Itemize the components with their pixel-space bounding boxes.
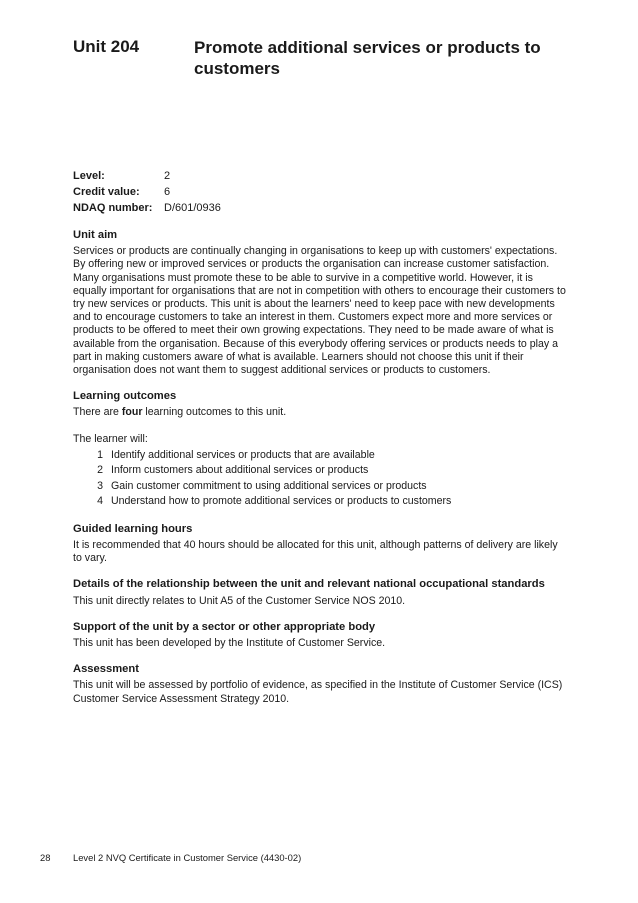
learning-outcomes-intro bbox=[73, 406, 568, 419]
unit-aim-heading: Unit aim bbox=[73, 229, 118, 241]
list-item bbox=[73, 494, 568, 510]
guided-hours-heading: Guided learning hours bbox=[73, 522, 193, 535]
page-number: 28 bbox=[40, 852, 51, 863]
outcome-text: Understand how to promote additional services or products to customers bbox=[111, 495, 452, 508]
relationship-text: This unit directly relates to Unit A5 of the Customer Service NOS 2010. bbox=[73, 594, 406, 607]
unit-meta bbox=[73, 168, 568, 216]
unit-title: Promote additional services or products to customers bbox=[194, 38, 541, 78]
list-item bbox=[73, 448, 568, 464]
guided-hours-text: It is recommended that 40 hours should be allocated for this unit, although patterns of delivery are likely to vary. bbox=[73, 539, 558, 565]
meta-label: Credit value: bbox=[73, 186, 140, 198]
relationship-section bbox=[73, 578, 568, 607]
meta-label: NDAQ number: bbox=[73, 202, 153, 214]
outcome-text: Inform customers about additional services or products bbox=[111, 464, 369, 477]
assessment-text: This unit will be assessed by portfolio of evidence, as specified in the Institute of Customer Service (ICS) Customer Service Assessment Strategy 2010. bbox=[73, 679, 563, 705]
support-text: This unit has been developed by the Institute of Customer Service. bbox=[73, 637, 386, 650]
meta-label: Level: bbox=[73, 170, 105, 182]
learning-outcomes-heading: Learning outcomes bbox=[73, 390, 177, 403]
outcome-count: four bbox=[121, 406, 143, 419]
support-section bbox=[73, 621, 568, 650]
unit-aim-text: Services or products are continually changing in organisations to keep up with customers' expectations. By offering new or improved services or products the organisation can increase customer satisfaction. Many organisations must promote these to be able to survive in a competitive world. However, it is equally important for organisations that are not in competition with others to encourage their customers to try new services or products. This unit is about the learners' need to keep pace with new developments and to encourage customers to take an interest in them. Customers expect more and more services or products to be offered to meet their own growing expectations. They need to be made aware of what is available from the organisation. Because of this everybody offering services or products needs to play a part in making customers aware of what is available. Learners should not choose this unit if their organisation does not want them to suggest additional services or products to customers. bbox=[73, 245, 566, 377]
meta-credit-value bbox=[73, 184, 568, 200]
outcome-text: Identify additional services or products that are available bbox=[111, 448, 375, 461]
guided-hours-section bbox=[73, 523, 568, 566]
outcome-number: 3 bbox=[97, 479, 103, 492]
relationship-heading: Details of the relationship between the unit and relevant national occupational standards bbox=[73, 578, 545, 591]
list-item bbox=[73, 463, 568, 479]
meta-value: D/601/0936 bbox=[164, 202, 221, 214]
unit-number: Unit 204 bbox=[73, 37, 140, 56]
unit-aim-section bbox=[73, 229, 568, 377]
intro-text: learning outcomes to this unit. bbox=[142, 406, 287, 419]
meta-value: 2 bbox=[164, 170, 171, 182]
support-heading: Support of the unit by a sector or other appropriate body bbox=[73, 620, 376, 633]
meta-value: 6 bbox=[164, 186, 171, 198]
outcome-list bbox=[73, 448, 568, 510]
assessment-section bbox=[73, 663, 568, 706]
page-footer bbox=[40, 852, 301, 863]
assessment-heading: Assessment bbox=[73, 663, 139, 676]
meta-ndaq-number bbox=[73, 200, 568, 216]
meta-level bbox=[73, 168, 568, 184]
outcome-number: 1 bbox=[97, 448, 103, 461]
outcome-number: 4 bbox=[97, 495, 103, 508]
intro-text: There are bbox=[73, 406, 122, 419]
footer-text: Level 2 NVQ Certificate in Customer Service (4430-02) bbox=[73, 852, 302, 863]
learning-outcomes-section bbox=[73, 390, 568, 510]
outcome-text: Gain customer commitment to using additional services or products bbox=[111, 479, 427, 492]
outcome-number: 2 bbox=[97, 464, 103, 477]
list-item bbox=[73, 479, 568, 495]
learning-outcomes-lead: The learner will: bbox=[73, 432, 148, 445]
unit-content bbox=[73, 168, 568, 706]
